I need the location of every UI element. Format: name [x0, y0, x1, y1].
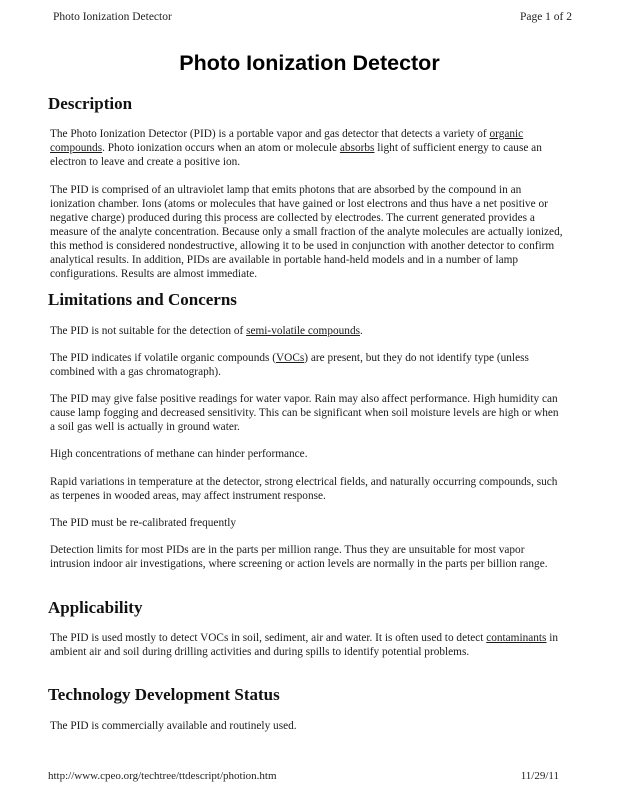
semi-volatile-compounds-link[interactable]: semi-volatile compounds — [246, 325, 360, 337]
organic-compounds-link[interactable]: organic compounds — [50, 128, 524, 154]
limitations-paragraph-6: The PID must be re-calibrated frequently — [50, 517, 237, 529]
footer-url: http://www.cpeo.org/techtree/ttdescript/photion.htm — [48, 770, 277, 782]
description-paragraph-2: The PID is comprised of an ultraviolet lamp that emits photons that are absorbed by the compound in an ionization chamber. Ions (atoms or molecules that have gained or lost electrons and thus have a net positive or negative charge) produced during this process are collected by electrodes. The current generated provides a measure of the analyte concentration. Because only a small fraction of the analyte molecules are actually ionized, this method is considered nondestructive, allowing it to be used in conjunction with another detector to confirm analytical results. In addition, PIDs are available in portable hand-held models and in a number of lamp configurations. Results are almost immediate. — [50, 184, 563, 280]
footer-date: 11/29/11 — [520, 770, 559, 782]
limitations-paragraph-5: Rapid variations in temperature at the detector, strong electrical fields, and naturally occurring compounds, such as terpenes in wooded areas, may affect instrument response. — [50, 476, 558, 502]
contaminants-link[interactable]: contaminants — [486, 632, 547, 644]
limitations-paragraph-1: The PID is not suitable for the detection of semi-volatile compounds. — [50, 325, 363, 337]
limitations-paragraph-4: High concentrations of methane can hinder performance. — [50, 448, 308, 460]
vocs-link[interactable]: VOCs — [276, 352, 305, 364]
description-heading: Description — [48, 94, 133, 113]
limitations-paragraph-2: The PID indicates if volatile organic compounds (VOCs) are present, but they do not identify type (unless combined with a gas chromatograph). — [50, 352, 529, 378]
absorbs-link[interactable]: absorbs — [339, 142, 375, 154]
header-doc-title: Photo Ionization Detector — [53, 11, 172, 23]
technology-paragraph-1: The PID is commercially available and routinely used. — [50, 720, 297, 732]
applicability-paragraph-1: The PID is used mostly to detect VOCs in soil, sediment, air and water. It is often used to detect contaminants in ambient air and soil during drilling activities and during spills to identify potential problems. — [50, 632, 559, 658]
technology-heading: Technology Development Status — [48, 685, 280, 704]
limitations-paragraph-7: Detection limits for most PIDs are in the parts per million range. Thus they are unsuitable for most vapor intrusion indoor air investigations, where screening or action levels are normally in the parts per billion range. — [50, 544, 548, 570]
applicability-heading: Applicability — [48, 598, 143, 617]
description-paragraph-1: The Photo Ionization Detector (PID) is a portable vapor and gas detector that detects a variety of organic compounds. Photo ionization occurs when an atom or molecule absorbs light of sufficient energy to cause an electron to leave and create a positive ion. — [50, 128, 542, 168]
limitations-paragraph-3: The PID may give false positive readings for water vapor. Rain may also affect performance. High humidity can cause lamp fogging and decreased sensitivity. This can be significant when soil moisture levels are high or when a soil gas well is actually in ground water. — [50, 393, 559, 433]
page-title: Photo Ionization Detector — [179, 51, 440, 75]
header-page-number: Page 1 of 2 — [519, 11, 572, 23]
limitations-heading: Limitations and Concerns — [48, 290, 237, 309]
